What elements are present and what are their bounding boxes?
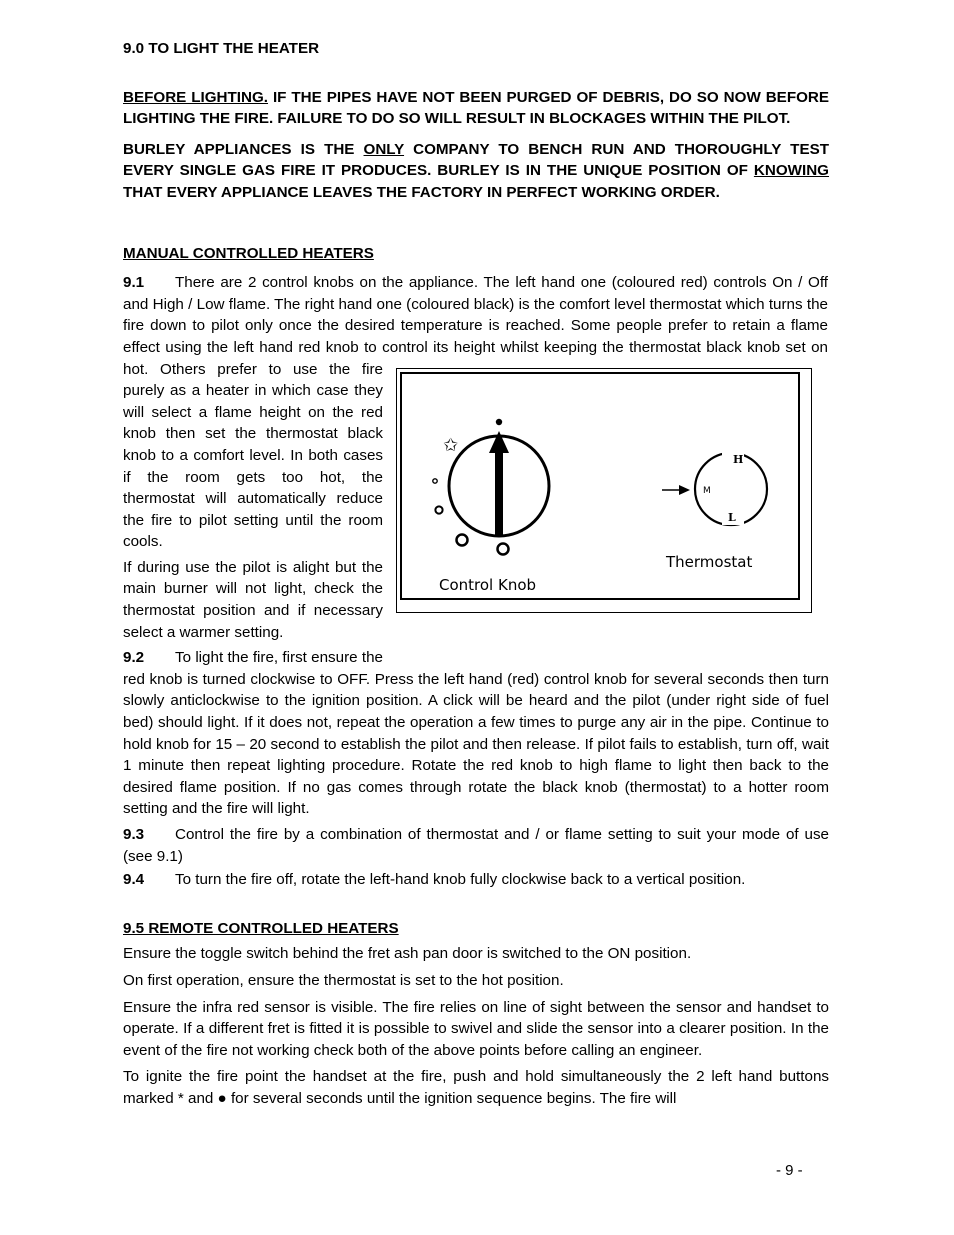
section-9-1-continued: If during use the pilot is alight but the main burner will not light, check the thermostat position and if necessary select a warmer setting. [123,557,829,643]
burley-statement [123,139,829,204]
low-flame-marker-small [433,479,437,483]
figure-wrap-spacer-2 [383,611,829,667]
before-lighting-text: IF THE PIPES HAVE NOT BEEN PURGED OF DEBRIS, DO SO NOW BEFORE LIGHTING THE FIRE. FAILURE TO DO SO WILL RESULT IN BLOCKAGES WITHIN THE PILOT. [123,88,830,128]
section-9-2-text: To light the fire, first ensure the red knob is turned clockwise to OFF. Press the left hand (red) control knob for several seconds then turn slowly anticlockwise to the ignition position. A click will be heard and the pilot (under right side of fuel bed) should light. If it does not, repeat the operation a few times to purge any air in the pipe. Continue to hold knob for 15 – 20 second to establish the pilot and then release. If pilot fails to establish, turn off, wait 1 minute then repeat lighting procedure. Rotate the red knob to high flame to light then back to the desired flame position. If no gas comes through rotate the black knob (thermostat) to a hotter room setting and the fire will light. [123,649,829,818]
section-number: 9.3 [123,826,145,843]
remote-heading: 9.5 REMOTE CONTROLLED HEATERS [123,919,399,937]
section-number: 9.1 [123,274,145,292]
section-number: 9.4 [123,871,145,889]
burley-text-3: THAT EVERY APPLIANCE LEAVES THE FACTORY IN PERFECT WORKING ORDER. [123,183,720,201]
section-title: 9.0 TO LIGHT THE HEATER [123,40,320,57]
burley-text-1: BURLEY APPLIANCES IS THE [123,140,364,158]
thermostat-arrow-head [679,485,690,495]
thermostat-label: Thermostat [666,553,753,571]
thermostat-m-label: M [703,486,711,496]
knob-diagram [397,369,813,614]
burley-text-2: COMPANY TO BENCH RUN AND THOROUGHLY TEST EVERY SINGLE GAS FIRE IT PRODUCES. BURLEY IS IN THE UNIQUE POSITION OF [123,140,829,180]
knob-indicator-arrowhead [489,431,509,453]
section-9-4 [123,869,829,891]
remote-para-2: On first operation, ensure the thermostat is set to the hot position. [123,971,564,989]
off-marker [498,544,509,555]
section-9-4-text: To turn the fire off, rotate the left-hand knob fully clockwise back to a vertical position. [175,871,746,889]
low-flame-marker [435,506,442,513]
remote-para-3: Ensure the infra red sensor is visible. The fire relies on line of sight between the sensor and handset to operate. If a different fret is fitted it is possible to swivel and slide the sensor into a clearer position. In the event of the fire not working check both of the above points before calling an engineer. [123,998,829,1059]
manual-heading: MANUAL CONTROLLED HEATERS [123,244,374,262]
burley-only: ONLY [363,140,405,158]
remote-para-4: To ignite the fire point the handset at the fire, push and hold simultaneously the 2 left hand buttons marked * and ● for several seconds until the ignition sequence begins. The fire will [123,1068,829,1107]
control-knob-figure [396,368,812,613]
control-knob-label: Control Knob [439,576,537,594]
section-9-3 [123,824,829,867]
pilot-marker [457,535,468,546]
section-9-3-text: Control the fire by a combination of thermostat and / or flame setting to suit your mode of use (see 9.1) [123,826,829,865]
high-flame-dot [496,419,502,425]
section-9-1-part-a: There are 2 control knobs on the appliance. The left hand one (coloured red) controls On / Off and High / Low flame. The right hand one (coloured black) is the comfort level thermostat which turns the fire down to pilot only once the desired temperature is reached. Some people prefer to retain a flame effect using the left hand red knob to control its height whilst keeping the thermostat black knob set on hot. Others prefer to use the fire purely as a heater in which case they will select a flame height on the red knob then set the thermostat black knob to a comfort level. In both cases if the room gets too hot, the thermostat will automatically reduce the fire to pilot setting until the room cools. [123,274,828,551]
figure-wrap-offset [828,272,829,366]
knob-indicator-bar [495,449,503,537]
thermostat-l-label: L [728,511,736,524]
remote-para-1: Ensure the toggle switch behind the fret ash pan door is switched to the ON position. [123,945,692,963]
before-lighting-lead: BEFORE LIGHTING. [123,88,269,106]
burley-knowing: KNOWING [753,162,829,180]
section-number: 9.2 [123,649,145,667]
thermostat-h-label: H [733,453,744,466]
page-number: - 9 - [776,1162,803,1179]
section-9-2 [123,647,829,820]
before-lighting-warning [123,87,829,130]
ignition-star-icon: ✩ [443,435,459,456]
